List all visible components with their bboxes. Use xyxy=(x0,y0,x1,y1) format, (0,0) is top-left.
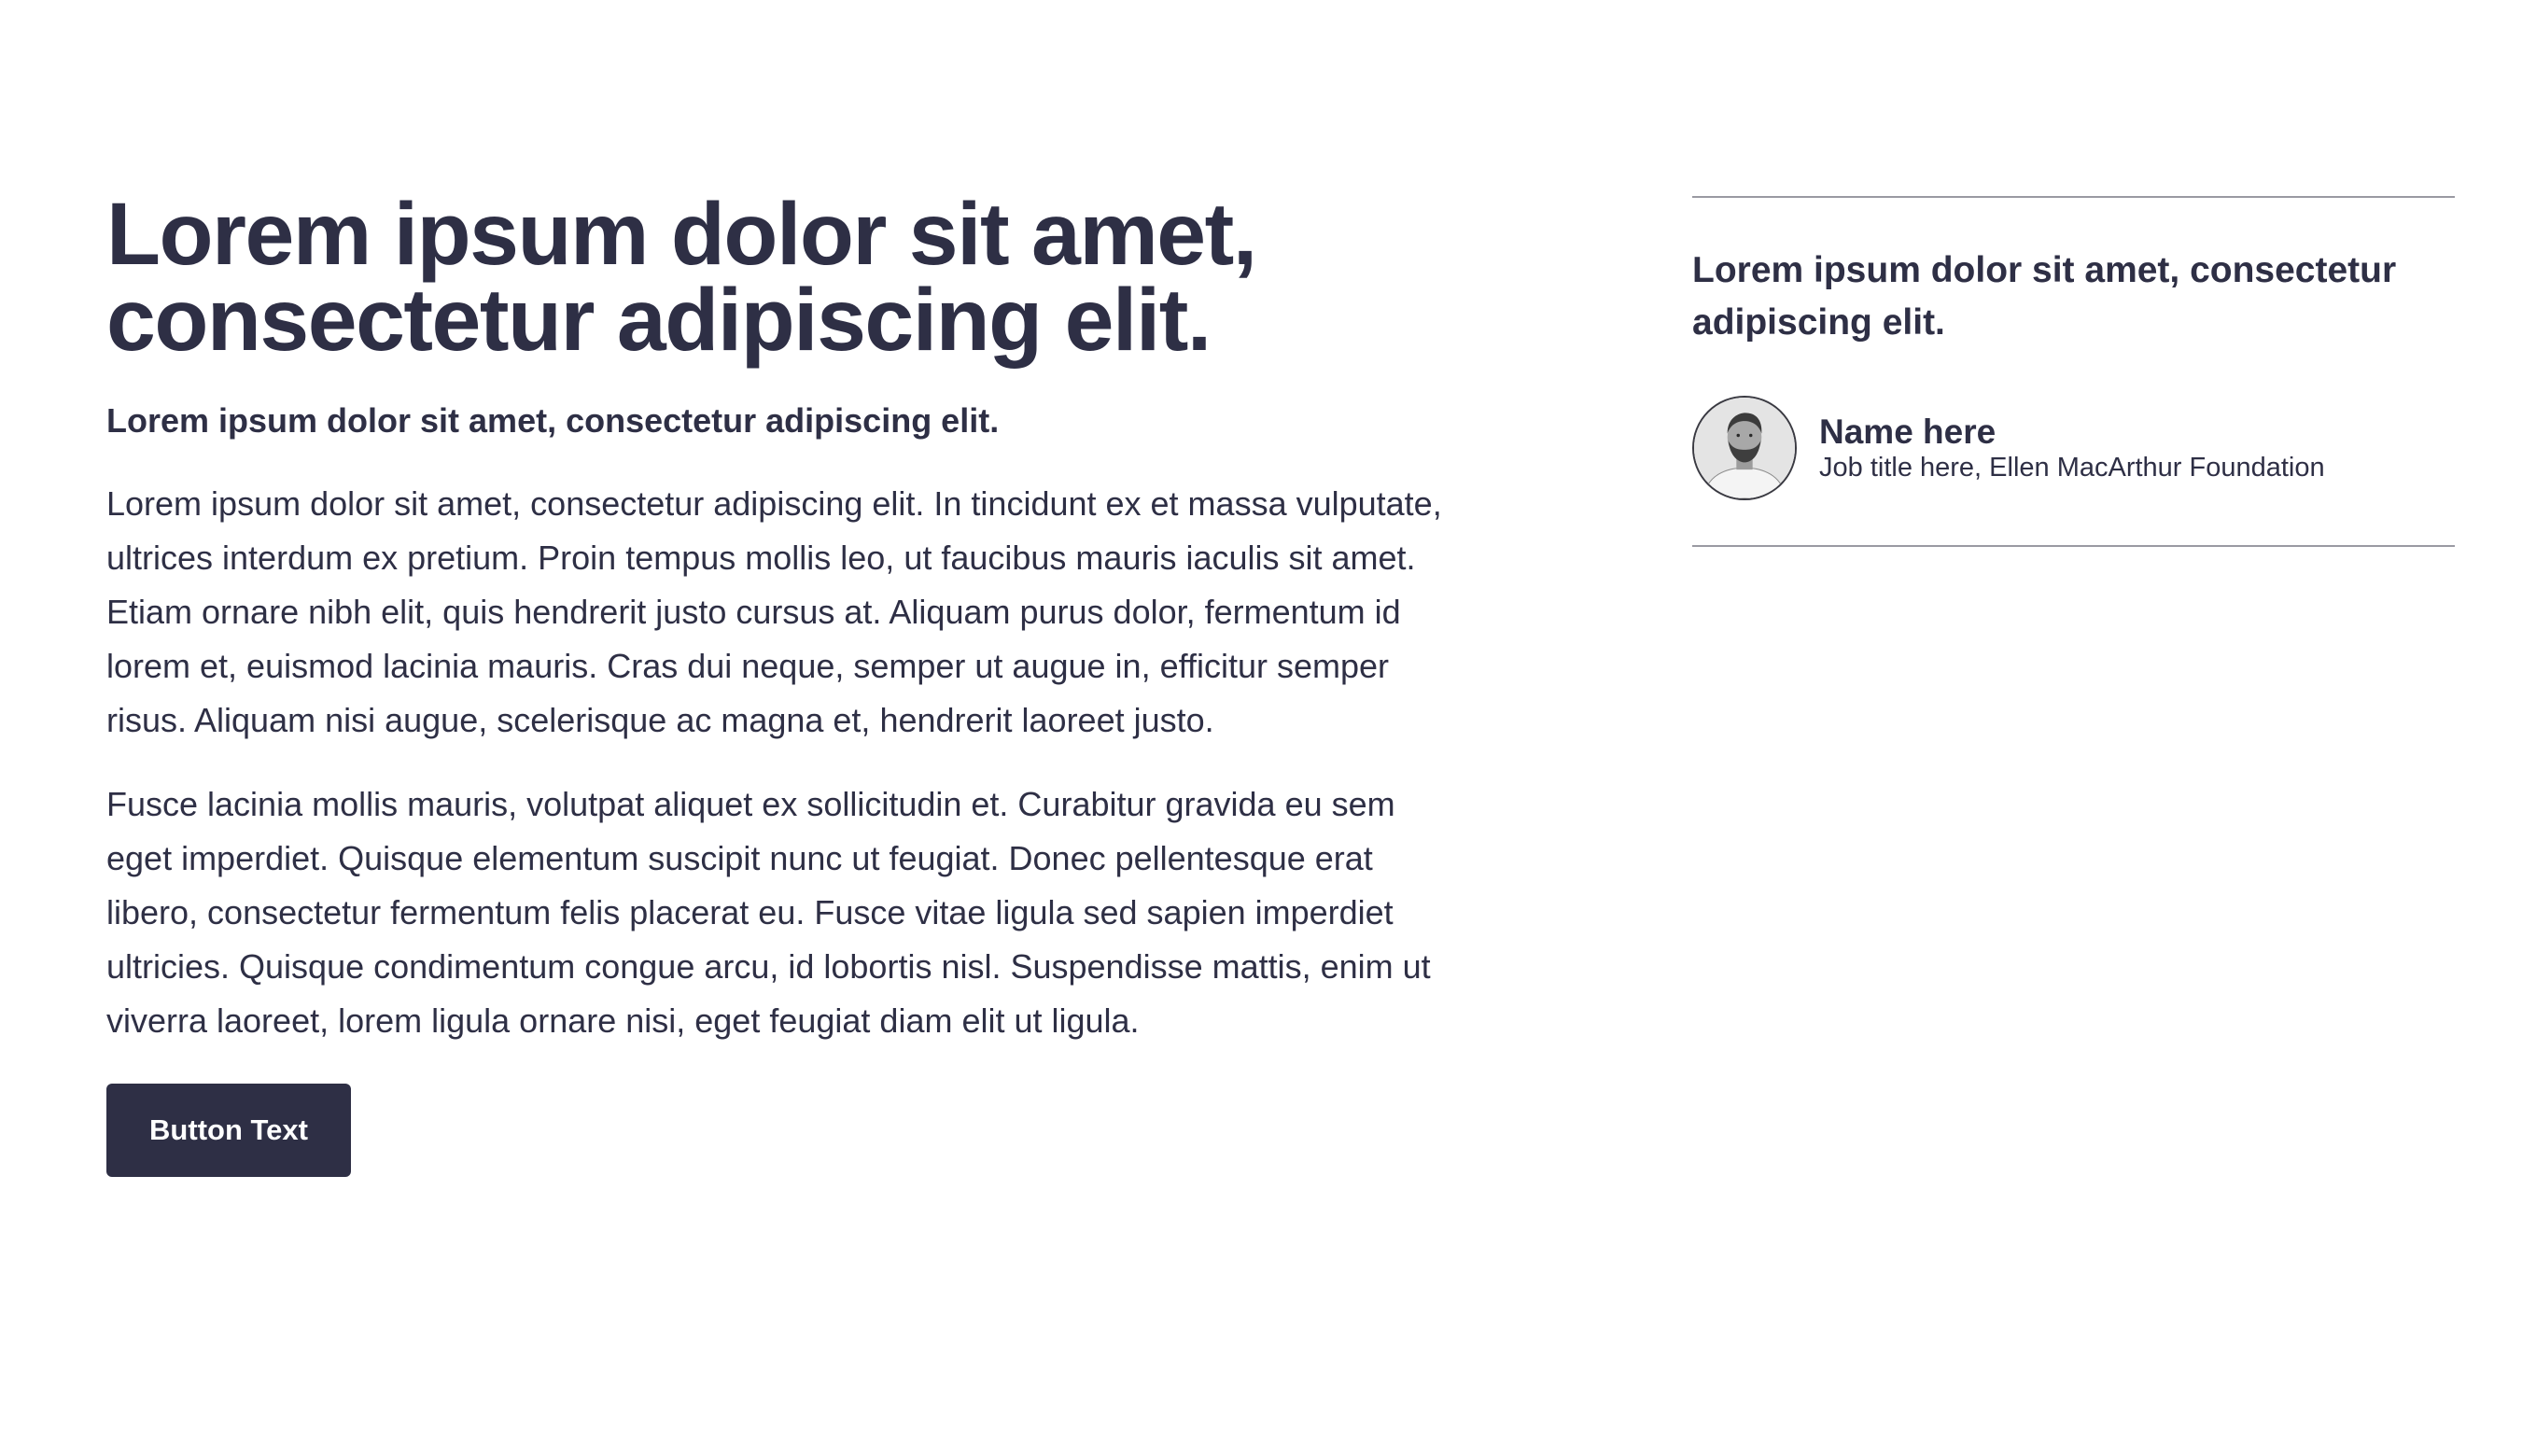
intro-subheading: Lorem ipsum dolor sit amet, consectetur adipiscing elit. xyxy=(106,401,1000,440)
page-title-line-2: consectetur adipiscing elit. xyxy=(106,271,1211,370)
avatar xyxy=(1692,396,1797,500)
page-title-line-1: Lorem ipsum dolor sit amet, xyxy=(106,185,1256,284)
primary-cta-button[interactable]: Button Text xyxy=(106,1084,351,1177)
author-details xyxy=(1819,413,2325,483)
body-paragraph-2: Fusce lacinia mollis mauris, volutpat aliquet ex sollicitudin et. Curabitur gravida eu sem eget imperdiet. Quisque elementum suscipit nunc ut feugiat. Donec pellentesque erat libero, consectetur fermentum felis placerat eu. Fusce vitae ligula sed sapien imperdiet ultricies. Quisque condimentum congue arcu, id lobortis nisl. Suspendisse mattis, enim ut viverra laoreet, lorem ligula ornare nisi, eget feugiat diam elit ut ligula. xyxy=(106,785,1431,1040)
quote-author xyxy=(1692,396,2455,500)
main-content xyxy=(106,185,1469,1177)
person-avatar-icon xyxy=(1694,398,1795,498)
author-name: Name here xyxy=(1819,413,1997,451)
body-paragraph-1: Lorem ipsum dolor sit amet, consectetur adipiscing elit. In tincidunt ex et massa vulputate, ultrices interdum ex pretium. Proin tempus mollis leo, ut faucibus mauris iaculis sit amet. Etiam ornare nibh elit, quis hendrerit justo cursus at. Aliquam purus dolor, fermentum id lorem et, euismod lacinia mauris. Cras dui neque, semper ut augue in, efficitur semper risus. Aliquam nisi augue, scelerisque ac magna et, hendrerit laoreet justo. xyxy=(106,484,1442,739)
quote-panel xyxy=(1692,196,2455,547)
page-title xyxy=(106,185,1469,370)
author-job-title: Job title here, Ellen MacArthur Foundation xyxy=(1819,453,2325,483)
pull-quote: Lorem ipsum dolor sit amet, consectetur adipiscing elit. xyxy=(1692,250,2397,343)
